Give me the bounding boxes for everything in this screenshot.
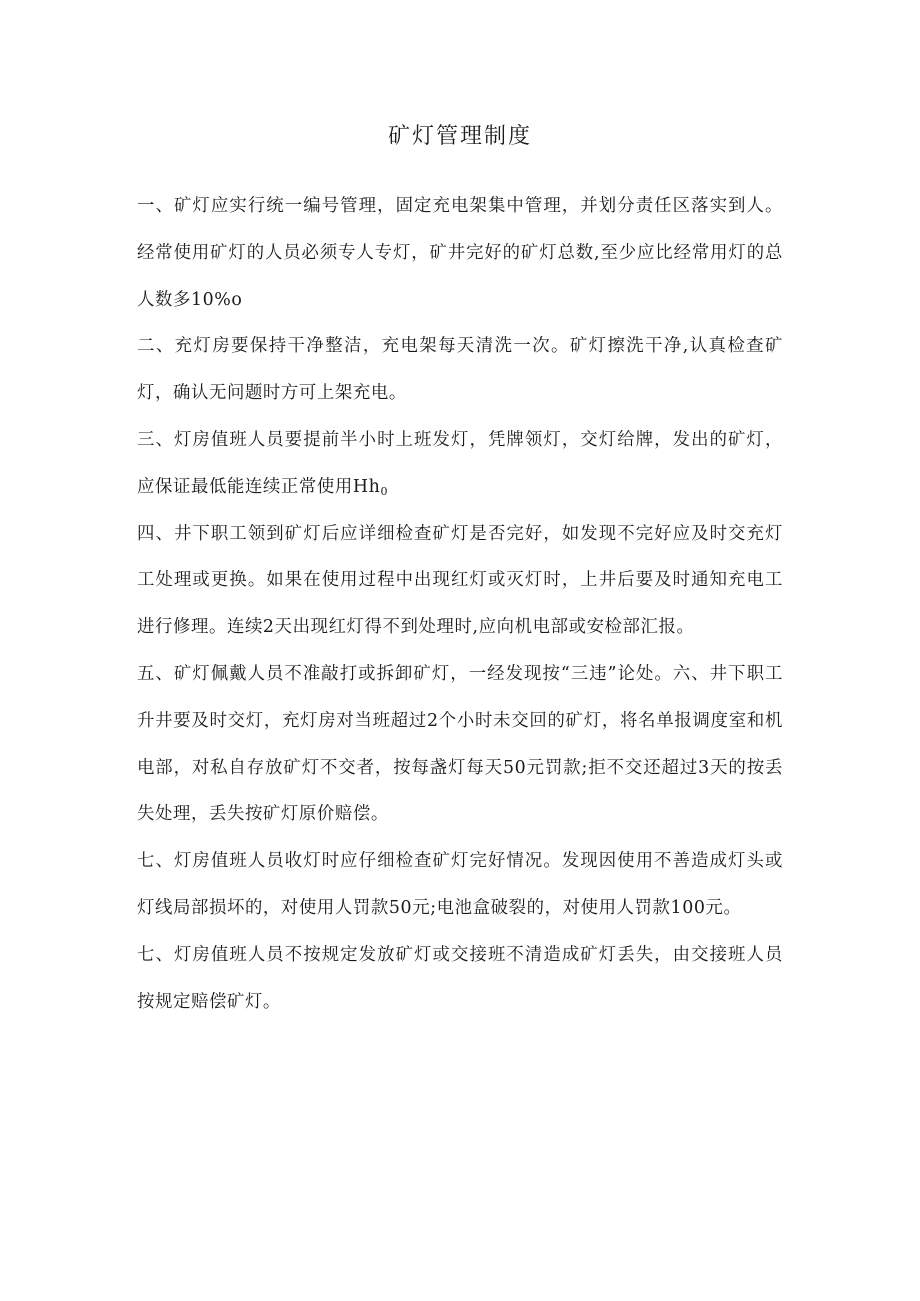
paragraph-5: 五、矿灯佩戴人员不准敲打或拆卸矿灯，一经发现按“三违”论处。六、井下职工升井要及时交灯，充灯房对当班超过2个小时未交回的矿灯，将名单报调度室和机电部，对私自存放矿灯不交者，按每盏灯每天50元罚款;拒不交还超过3天的按丢失处理，丢失按矿灯原价赔偿。 — [137, 663, 783, 825]
paragraph-3 — [137, 417, 783, 511]
paragraph-7: 七、灯房值班人员不按规定发放矿灯或交接班不清造成矿灯丢失，由交接班人员按规定赔偿矿灯。 — [137, 944, 783, 1012]
paragraph-1: 一、矿灯应实行统一编号管理，固定充电架集中管理，并划分责任区落实到人。经常使用矿灯的人员必须专人专灯，矿井完好的矿灯总数,至少应比经常用灯的总人数多10%o — [137, 196, 783, 310]
paragraph-6: 七、灯房值班人员收灯时应仔细检查矿灯完好情况。发现因使用不善造成灯头或灯线局部损坏的，对使用人罚款50元;电池盒破裂的，对使用人罚款100元。 — [137, 851, 783, 918]
document-title: 矿灯管理制度 — [387, 124, 532, 149]
paragraph-3-subscript: 0 — [380, 484, 389, 498]
paragraph-2: 二、充灯房要保持干净整洁，充电架每天清洗一次。矿灯擦洗干净,认真检查矿灯，确认无问题时方可上架充电。 — [137, 336, 783, 404]
document-body — [137, 183, 783, 1025]
paragraph-4: 四、井下职工领到矿灯后应详细检查矿灯是否完好，如发现不完好应及时交充灯工处理或更换。如果在使用过程中出现红灯或灭灯时，上井后要及时通知充电工进行修理。连续2天出现红灯得不到处理时,应向机电部或安检部汇报。 — [137, 523, 783, 638]
paragraph-3-text: 三、灯房值班人员要提前半小时上班发灯，凭牌领灯，交灯给牌，发出的矿灯，应保证最低能连续正常使用Hh — [137, 429, 783, 497]
